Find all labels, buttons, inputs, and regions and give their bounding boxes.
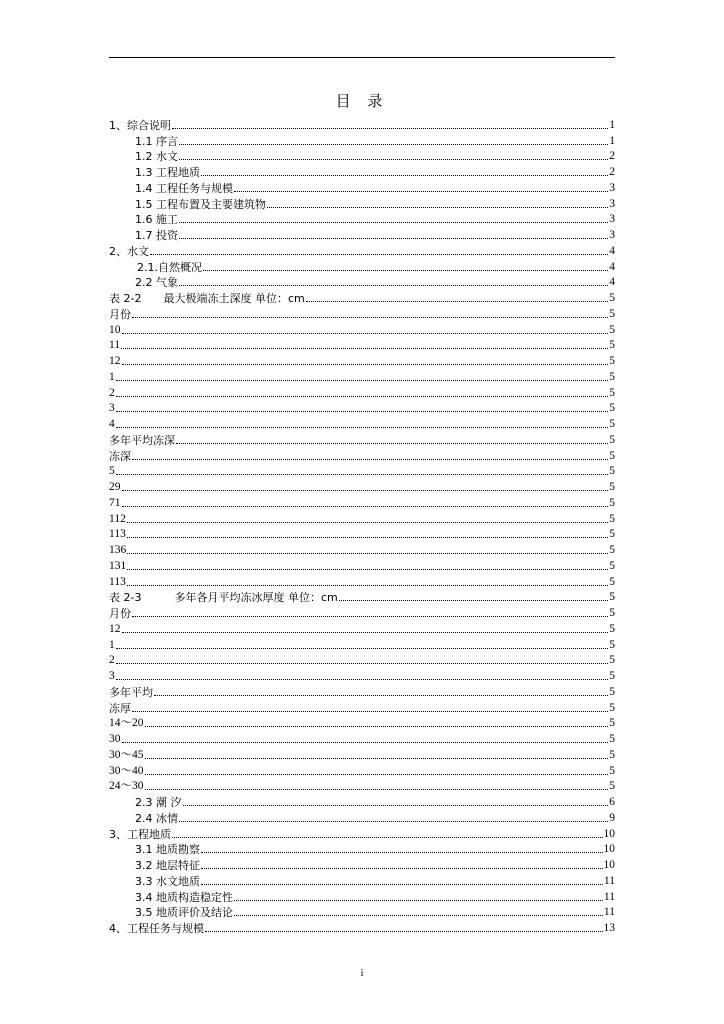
toc-entry-text: 3.1 地质勘察 (135, 843, 200, 857)
toc-entry[interactable] (109, 164, 615, 180)
toc-entry-page: 5 (609, 292, 615, 304)
dot-leader (116, 396, 609, 397)
toc-entry[interactable] (109, 716, 615, 732)
toc-entry-text: 24～30 (109, 780, 144, 793)
toc-entry[interactable] (109, 149, 615, 165)
dot-leader (127, 537, 608, 538)
toc-entry-page: 6 (609, 796, 615, 808)
toc-entry-page: 5 (609, 528, 615, 541)
toc-entry-page: 5 (609, 654, 615, 667)
toc-entry[interactable] (109, 637, 615, 653)
toc-entry[interactable] (109, 826, 615, 842)
toc-entry-text: 4、工程任务与规模 (109, 922, 204, 935)
toc-entry[interactable] (109, 779, 615, 795)
toc-entry-page: 3 (609, 229, 615, 241)
dot-leader (145, 726, 609, 727)
toc-entry-text: 4 (109, 418, 115, 430)
toc-entry[interactable] (109, 794, 615, 810)
dot-leader (306, 301, 609, 302)
toc-entry-page: 5 (609, 449, 615, 462)
toc-entry-page: 5 (609, 433, 615, 446)
toc-entry-text: 1.6 施工 (135, 213, 178, 227)
toc-entry[interactable] (109, 684, 615, 700)
toc-entry-page: 11 (603, 906, 615, 919)
toc-entry-page: 5 (609, 622, 615, 635)
dot-leader (132, 317, 608, 318)
toc-entry-text: 表 2-2 最大极端冻土深度 单位：cm (109, 292, 305, 305)
dot-leader (145, 774, 609, 775)
toc-entry-text: 136 (109, 544, 127, 556)
toc-entry-page: 4 (609, 276, 615, 289)
dot-leader (132, 459, 608, 460)
toc-entry-text: 冻深 (109, 449, 131, 463)
toc-entry-text: 1.3 工程地质 (135, 166, 200, 179)
toc-entry[interactable] (109, 448, 615, 464)
dot-leader (203, 270, 608, 271)
toc-entry[interactable] (109, 889, 615, 905)
toc-entry-page: 5 (609, 701, 615, 714)
toc-entry-page: 3 (609, 197, 615, 210)
toc-entry-page: 10 (603, 859, 615, 871)
dot-leader (121, 348, 608, 349)
dot-leader (127, 585, 608, 586)
dot-leader (116, 474, 609, 475)
toc-entry-page: 4 (609, 244, 615, 257)
toc-entry-text: 3.3 水文地质 (135, 874, 200, 888)
toc-entry-page: 13 (603, 922, 615, 934)
toc-entry-text: 3.2 地层特征 (135, 859, 200, 872)
toc-entry[interactable] (109, 668, 615, 684)
toc-entry-page: 5 (609, 355, 615, 367)
table-of-contents (109, 117, 615, 936)
toc-entry[interactable] (109, 842, 615, 858)
dot-leader (127, 522, 608, 523)
toc-entry-text: 131 (109, 559, 127, 572)
toc-entry-page: 10 (603, 827, 615, 840)
toc-entry-text: 12 (109, 355, 121, 367)
toc-entry[interactable] (109, 621, 615, 637)
toc-entry-page: 5 (609, 544, 615, 556)
dot-leader (179, 159, 608, 160)
toc-entry-page: 5 (609, 748, 615, 761)
dot-leader (179, 144, 608, 145)
dot-leader (132, 616, 608, 617)
toc-entry[interactable] (109, 369, 615, 385)
dot-leader (116, 411, 609, 412)
toc-entry-text: 表 2-3 多年各月平均冻冰厚度 单位：cm (109, 591, 338, 605)
toc-entry[interactable] (109, 338, 615, 354)
toc-entry[interactable] (109, 590, 615, 606)
toc-entry-page: 5 (609, 512, 615, 525)
dot-leader (172, 837, 603, 838)
toc-entry-text: 1 (109, 638, 115, 651)
toc-entry-text: 2.3 潮 汐 (135, 796, 182, 809)
dot-leader (122, 333, 609, 334)
toc-entry[interactable] (109, 479, 615, 495)
toc-entry-text: 3、工程地质 (109, 827, 171, 841)
dot-leader (122, 490, 609, 491)
toc-entry[interactable] (109, 385, 615, 401)
toc-entry[interactable] (109, 873, 615, 889)
toc-entry-text: 113 (109, 575, 126, 588)
toc-entry[interactable] (109, 353, 615, 369)
dot-leader (179, 285, 608, 286)
toc-entry-page: 10 (603, 843, 615, 856)
toc-entry-text: 1.7 投资 (135, 229, 178, 242)
toc-entry-text: 5 (109, 465, 115, 478)
dot-leader (339, 600, 609, 601)
toc-entry-text: 14～20 (109, 717, 144, 730)
toc-entry-text: 2.2 气象 (135, 276, 178, 290)
toc-entry-page: 3 (609, 213, 615, 226)
toc-entry-text: 月份 (109, 307, 131, 321)
toc-entry-page: 5 (609, 481, 615, 493)
dot-leader (127, 553, 608, 554)
toc-entry[interactable] (109, 227, 615, 243)
page-number-footer: i (360, 968, 364, 979)
dot-leader (145, 758, 609, 759)
dot-leader (179, 222, 608, 223)
toc-entry-text: 1 (109, 370, 115, 383)
dot-leader (145, 789, 609, 790)
toc-entry-page: 5 (609, 638, 615, 651)
toc-entry-page: 2 (609, 166, 615, 178)
toc-entry[interactable] (109, 558, 615, 574)
toc-entry-text: 2 (109, 654, 115, 667)
toc-entry[interactable] (109, 527, 615, 543)
toc-entry-text: 多年平均冻深 (109, 433, 175, 447)
dot-leader (116, 427, 609, 428)
toc-entry-page: 5 (609, 465, 615, 478)
toc-entry-page: 3 (609, 181, 615, 194)
toc-entry[interactable] (109, 511, 615, 527)
dot-leader (116, 679, 609, 680)
dot-leader (201, 175, 608, 176)
toc-entry-text: 1、综合说明 (109, 118, 171, 132)
toc-entry[interactable] (109, 574, 615, 590)
toc-entry[interactable] (109, 653, 615, 669)
toc-entry[interactable] (109, 180, 615, 196)
dot-leader (183, 805, 609, 806)
dot-leader (179, 821, 608, 822)
toc-entry-text: 30～40 (109, 764, 144, 777)
toc-entry-text: 1.4 工程任务与规模 (135, 181, 233, 195)
toc-entry-page: 4 (609, 260, 615, 273)
toc-entry[interactable] (109, 747, 615, 763)
toc-entry-text: 3 (109, 670, 115, 682)
toc-entry-text: 冻厚 (109, 701, 131, 715)
toc-entry[interactable] (109, 196, 615, 212)
dot-leader (127, 569, 608, 570)
toc-entry-text: 3 (109, 402, 115, 415)
toc-entry-page: 5 (609, 386, 615, 399)
dot-leader (122, 364, 609, 365)
toc-entry-page: 1 (609, 134, 615, 147)
dot-leader (234, 900, 603, 901)
toc-entry-text: 11 (109, 339, 121, 352)
toc-entry[interactable] (109, 275, 615, 291)
toc-entry-text: 3.4 地质构造稳定性 (135, 890, 233, 904)
toc-entry-page: 5 (609, 575, 615, 588)
dot-leader (122, 632, 609, 633)
toc-entry[interactable] (109, 700, 615, 716)
toc-entry-text: 1.1 序言 (135, 134, 178, 148)
toc-entry-text: 2 (109, 386, 115, 399)
dot-leader (201, 884, 603, 885)
toc-entry-text: 113 (109, 528, 126, 541)
toc-entry-page: 5 (609, 496, 615, 509)
toc-entry-page: 5 (609, 764, 615, 777)
toc-entry[interactable] (109, 259, 615, 275)
toc-entry-text: 2.1.自然概况 (137, 260, 202, 274)
dot-leader (179, 238, 608, 239)
toc-entry-page: 5 (609, 685, 615, 698)
dot-leader (205, 931, 603, 932)
toc-entry-text: 1.2 水文 (135, 150, 178, 164)
toc-entry-text: 30～45 (109, 748, 144, 761)
dot-leader (122, 742, 609, 743)
toc-entry[interactable] (109, 133, 615, 149)
toc-entry[interactable] (109, 605, 615, 621)
toc-entry-text: 30 (109, 733, 121, 745)
toc-entry-text: 3.5 地质评价及结论 (135, 906, 233, 920)
toc-entry-page: 5 (609, 733, 615, 745)
toc-entry[interactable] (109, 290, 615, 306)
toc-entry[interactable] (109, 810, 615, 826)
toc-entry-text: 112 (109, 512, 126, 525)
toc-entry-text: 29 (109, 481, 121, 493)
toc-entry[interactable] (109, 243, 615, 259)
dot-leader (132, 711, 608, 712)
toc-entry[interactable] (109, 857, 615, 873)
dot-leader (116, 380, 609, 381)
toc-entry-text: 月份 (109, 607, 131, 620)
toc-entry-page: 11 (603, 890, 615, 903)
toc-entry[interactable] (109, 464, 615, 480)
toc-entry-page: 5 (609, 418, 615, 430)
toc-entry-page: 5 (609, 339, 615, 352)
toc-entry-page: 5 (609, 307, 615, 320)
toc-entry[interactable] (109, 920, 615, 936)
dot-leader (234, 915, 603, 916)
toc-entry-text: 12 (109, 622, 121, 635)
toc-entry-page: 5 (609, 670, 615, 682)
toc-entry-page: 5 (609, 323, 615, 336)
toc-entry[interactable] (109, 905, 615, 921)
toc-entry[interactable] (109, 763, 615, 779)
dot-leader (116, 648, 609, 649)
toc-entry-text: 1.5 工程布置及主要建筑物 (135, 197, 266, 211)
header-rule (109, 57, 615, 58)
dot-leader (122, 506, 609, 507)
dot-leader (201, 852, 603, 853)
toc-entry-page: 1 (609, 118, 615, 131)
toc-entry[interactable] (109, 542, 615, 558)
dot-leader (176, 443, 608, 444)
toc-entry[interactable] (109, 432, 615, 448)
toc-entry-page: 9 (609, 811, 615, 824)
toc-entry-page: 5 (609, 402, 615, 415)
toc-entry[interactable] (109, 416, 615, 432)
dot-leader (267, 207, 608, 208)
toc-entry-text: 2、水文 (109, 244, 149, 258)
toc-entry-page: 5 (609, 591, 615, 604)
toc-entry[interactable] (109, 731, 615, 747)
toc-entry-page: 2 (609, 150, 615, 163)
dot-leader (234, 191, 608, 192)
toc-entry-page: 5 (609, 780, 615, 793)
dot-leader (116, 663, 609, 664)
dot-leader (201, 868, 603, 869)
toc-entry[interactable] (109, 495, 615, 511)
toc-title: 目 录 (335, 92, 389, 110)
toc-entry[interactable] (109, 117, 615, 133)
toc-entry[interactable] (109, 306, 615, 322)
dot-leader (172, 128, 608, 129)
toc-entry-page: 5 (609, 607, 615, 619)
dot-leader (154, 695, 608, 696)
toc-entry[interactable] (109, 322, 615, 338)
toc-entry-text: 多年平均 (109, 685, 153, 699)
toc-entry-text: 2.4 冰情 (135, 811, 178, 825)
toc-entry-text: 10 (109, 323, 121, 336)
toc-entry-page: 5 (609, 559, 615, 572)
toc-entry-text: 71 (109, 496, 121, 509)
dot-leader (150, 254, 608, 255)
toc-entry-page: 11 (603, 874, 615, 887)
toc-entry[interactable] (109, 212, 615, 228)
toc-entry-page: 5 (609, 370, 615, 383)
toc-entry-page: 5 (609, 717, 615, 730)
toc-entry[interactable] (109, 401, 615, 417)
